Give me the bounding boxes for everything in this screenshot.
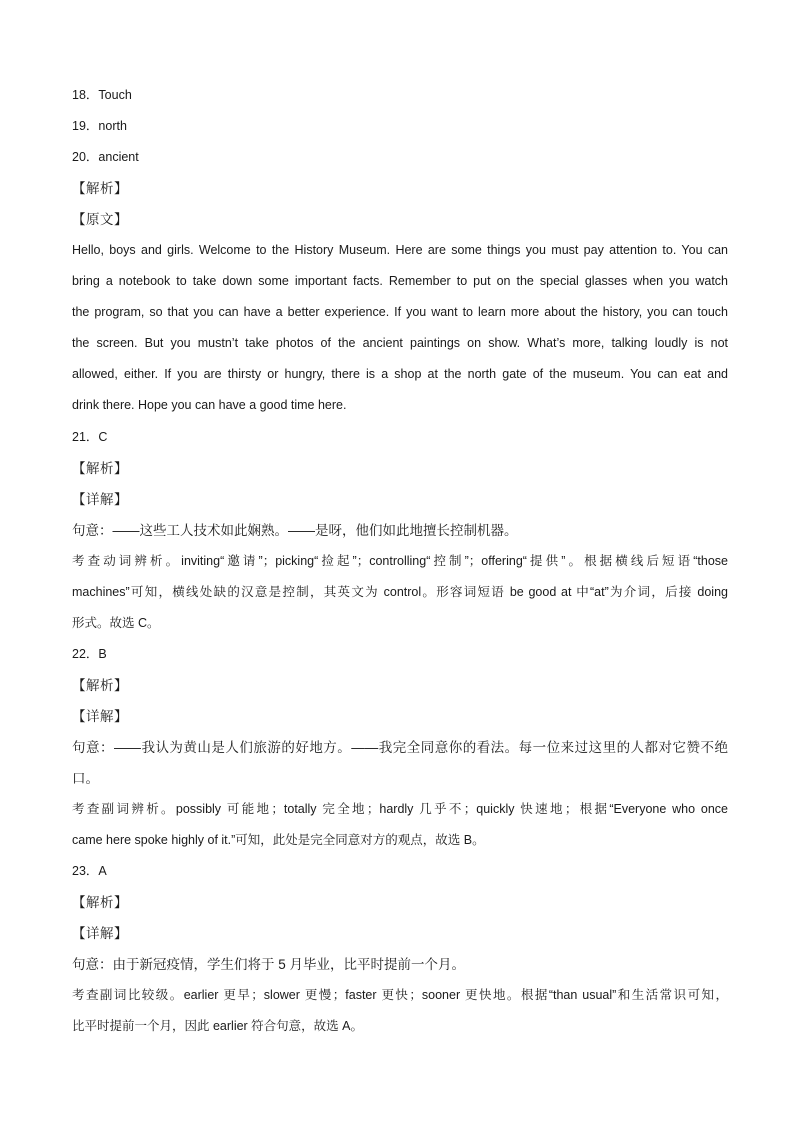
q22-meaning-line: 口。 — [72, 770, 99, 786]
transcript-line: Hello, boys and girls. Welcome to the History Museum. Here are some things you must pay attention to. You can — [72, 243, 728, 257]
transcript-line: the screen. But you mustn’t take photos of the ancient paintings on show. What’s more, talking loudly is not — [72, 336, 728, 351]
q23-explanation-line: 考查副词比较级。earlier 更早；slower 更慢；faster 更快；sooner 更快地。根据“than usual”和生活常识可知， — [72, 988, 728, 1003]
q21-explanation — [72, 546, 728, 639]
answer-number: 19 — [72, 119, 86, 133]
q21-detail-tag: 【详解】 — [72, 491, 128, 507]
answer-document — [72, 80, 728, 1042]
q22-meaning — [72, 732, 728, 794]
q21-explanation-line: 形式。故选 C。 — [72, 615, 160, 630]
answer-line-20 — [72, 142, 728, 173]
transcript-line: drink there. Hope you can have a good time here. — [72, 398, 347, 413]
answer-separator: ． — [85, 150, 99, 164]
answer-number: 20 — [72, 150, 86, 164]
answer-separator: ． — [85, 119, 99, 133]
q22-explanation-line: came here spoke highly of it.”可知，此处是完全同意对方的观点，故选 B。 — [72, 833, 485, 848]
q21-explanation-line: machines”可知，横线处缺的汉意是控制，其英文为 control。形容词短语 be good at 中“at”为介词，后接 doing — [72, 584, 728, 599]
answer-text: ancient — [98, 150, 139, 164]
transcript-paragraph — [72, 235, 728, 422]
transcript-line: allowed, either. If you are thirsty or hungry, there is a shop at the north gate of the museum. You can eat and — [72, 367, 728, 382]
q21-heading: 21．C — [72, 429, 108, 444]
q23-analysis-tag: 【解析】 — [72, 895, 128, 911]
q23-heading: 23．A — [72, 864, 107, 879]
answer-text: north — [98, 119, 127, 133]
q21-analysis-tag: 【解析】 — [72, 460, 128, 476]
answer-text: Touch — [98, 88, 132, 102]
q21-explanation-line: 考查动词辨析。inviting“邀请”；picking“捡起”；controlling“控制”；offering“提供”。根据横线后短语“those — [72, 553, 728, 568]
q23-explanation — [72, 980, 728, 1042]
answer-number: 18 — [72, 88, 86, 102]
answer-line-18 — [72, 80, 728, 111]
q22-analysis-tag: 【解析】 — [72, 677, 128, 693]
q22-meaning-line: 句意：——我认为黄山是人们旅游的好地方。——我完全同意你的看法。每一位来过这里的人都对它赞不绝 — [72, 739, 728, 755]
q22-heading: 22．B — [72, 646, 107, 661]
q23-meaning: 句意：由于新冠疫情，学生们将于 5 月毕业，比平时提前一个月。 — [72, 957, 466, 973]
transcript-line: bring a notebook to take down some important facts. Remember to put on the special glasses when you watch — [72, 274, 728, 289]
q23-explanation-line: 比平时提前一个月，因此 earlier 符合句意，故选 A。 — [72, 1019, 363, 1034]
q22-explanation-line: 考查副词辨析。possibly 可能地；totally 完全地；hardly 几乎不；quickly 快速地；根据“Everyone who once — [72, 802, 728, 817]
q23-detail-tag: 【详解】 — [72, 926, 128, 942]
q22-detail-tag: 【详解】 — [72, 708, 128, 724]
answer-line-19 — [72, 111, 728, 142]
transcript-line: the program, so that you can have a better experience. If you want to learn more about the history, you can touch — [72, 305, 728, 320]
original-tag: 【原文】 — [72, 212, 128, 227]
q22-explanation — [72, 794, 728, 856]
answer-separator: ． — [85, 88, 99, 102]
analysis-tag: 【解析】 — [72, 181, 128, 196]
q21-meaning: 句意：——这些工人技术如此娴熟。——是呀，他们如此地擅长控制机器。 — [72, 522, 518, 538]
